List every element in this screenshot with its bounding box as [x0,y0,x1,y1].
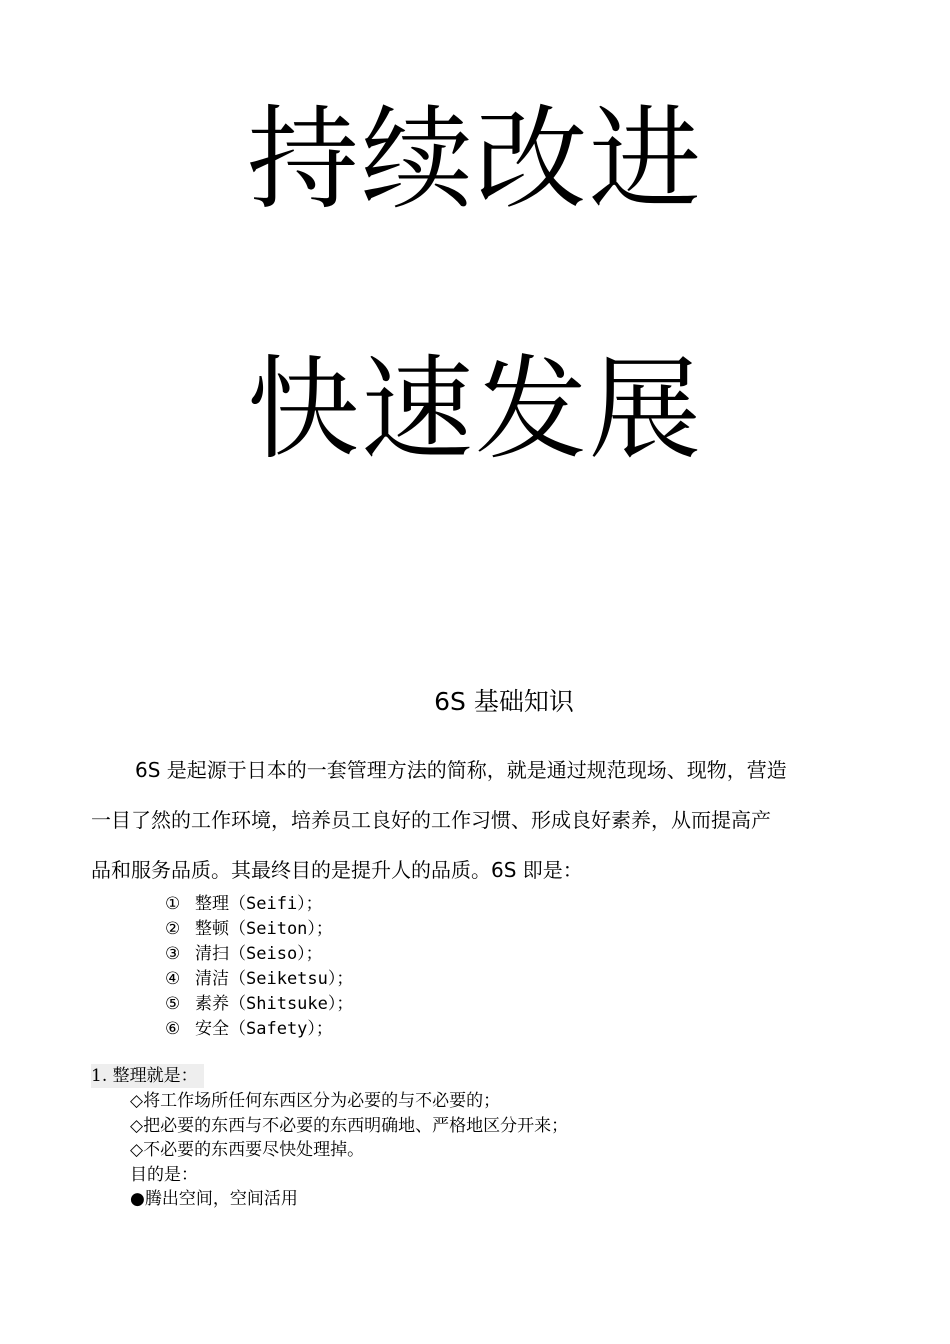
list-item [165,892,353,917]
list-item: ●腾出空间，空间活用 [130,1189,298,1209]
purpose-label: 目的是： [130,1164,198,1185]
item-text: 清洁（Seiketsu）； [195,969,354,989]
item-number: ⑥ [165,1019,181,1039]
list-item: ◇不必要的东西要尽快处理掉。 [130,1140,365,1160]
item-text: 素养（Shitsuke）； [195,994,354,1014]
list-item [165,917,353,942]
item-number: ⑤ [165,994,181,1014]
intro-line: 一目了然的工作环境，培养员工良好的工作习惯、形成良好素养，从而提高产 [91,808,771,832]
list-item [165,942,353,967]
list-item: ◇把必要的东西与不必要的东西明确地、严格地区分开来； [130,1115,569,1136]
item-number: ① [165,894,181,914]
item-number: ③ [165,944,181,964]
item-text: 安全（Safety）； [195,1019,333,1039]
intro-line: 品和服务品质。其最终目的是提升人的品质。6S 即是： [91,858,583,882]
item-text: 整理（Seifi）； [195,894,323,914]
intro-line: 6S 是起源于日本的一套管理方法的简称，就是通过规范现场、现物，营造 [135,758,787,782]
title-line-1: 持续改进 [247,95,703,225]
seiri-heading: 1. 整理就是： [91,1064,204,1088]
list-item: ◇将工作场所任何东西区分为必要的与不必要的； [130,1091,501,1111]
list-item [165,992,353,1017]
list-item [165,1017,353,1042]
six-s-list [165,892,353,1042]
title-line-2: 快速发展 [247,345,703,475]
list-item [165,967,353,992]
section-heading: 6S 基础知识 [434,687,574,716]
item-text: 清扫（Seiso）； [195,944,323,964]
seiri-points [130,1089,568,1212]
item-number: ② [165,919,181,939]
item-number: ④ [165,969,181,989]
item-text: 整顿（Seiton）； [195,919,333,939]
intro-paragraph [91,745,861,895]
